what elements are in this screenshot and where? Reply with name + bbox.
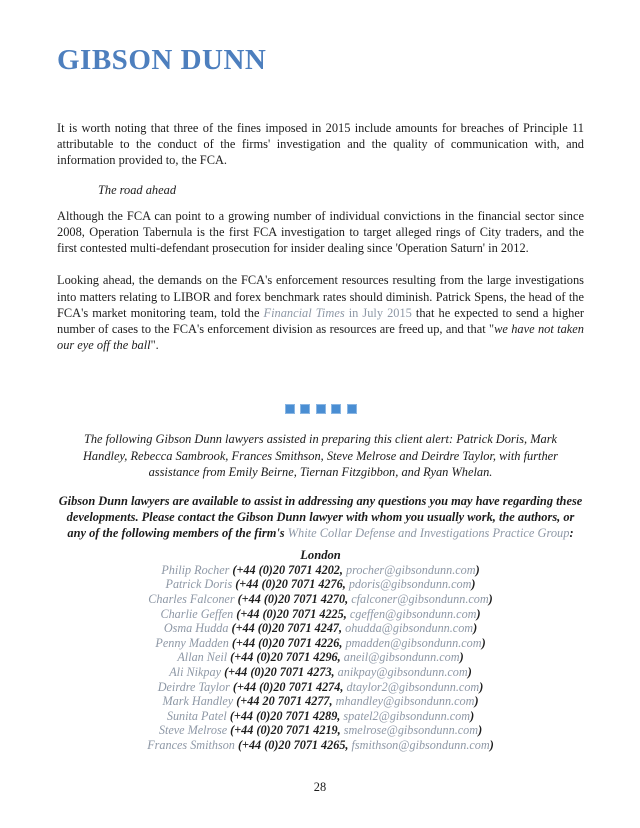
contact-phone: (+44 (0)20 7071 4289, — [226, 708, 344, 723]
contact-entry — [57, 665, 584, 680]
contact-entry — [57, 607, 584, 622]
paragraph-fines-note: It is worth noting that three of the fines imposed in 2015 include amounts for breaches of Principle 11 attributable to the conduct of the firms' investigation and the quality of communication with, and information provided to, the FCA. — [57, 121, 584, 168]
contact-email-link[interactable]: fsmithson@gibsondunn.com — [351, 738, 490, 752]
contact-email-link[interactable]: pmadden@gibsondunn.com — [345, 635, 482, 650]
contact-name-link[interactable]: Deirdre Taylor — [157, 679, 230, 694]
contact-entry — [57, 723, 584, 738]
contact-name-link[interactable]: Allan Neil — [177, 650, 228, 665]
contact-name-link[interactable]: Patrick Doris — [165, 577, 233, 592]
contact-name-link[interactable]: Frances Smithson — [147, 738, 235, 752]
contact-name-link[interactable]: Charlie Geffen — [160, 606, 234, 621]
paragraph-text: : — [569, 526, 574, 541]
contact-phone: (+44 20 7071 4277, — [233, 694, 336, 709]
contact-entry — [57, 694, 584, 709]
contact-phone: (+44 (0)20 7071 4296, — [227, 650, 344, 665]
contact-email-link[interactable]: cfalconer@gibsondunn.com — [351, 592, 489, 607]
contact-close-paren: ) — [470, 708, 475, 723]
quote-text: we have not taken our eye off the ball — [57, 322, 584, 353]
contact-email-link[interactable]: dtaylor2@gibsondunn.com — [346, 679, 480, 694]
contact-name-link[interactable]: Charles Falconer — [148, 592, 235, 607]
contact-phone: (+44 (0)20 7071 4219, — [227, 723, 344, 738]
contact-email-link[interactable]: mhandley@gibsondunn.com — [335, 694, 475, 709]
contact-name-link[interactable]: Ali Nikpay — [169, 665, 222, 680]
contact-phone: (+44 (0)20 7071 4276, — [232, 577, 349, 592]
contact-phone: (+44 (0)20 7071 4270, — [234, 592, 352, 607]
section-divider — [57, 405, 584, 413]
section-heading-road-ahead: The road ahead — [98, 182, 177, 197]
contact-phone: (+44 (0)20 7071 4202, — [229, 562, 346, 577]
contact-entry — [57, 636, 584, 651]
paragraph-lawyers-assisted: The following Gibson Dunn lawyers assisted in preparing this client alert: Patrick Doris, Mark Handley, Rebecca Sambrook, Frances Smithson, Steve Melrose and Deirdre Taylor, with further assistance from Emily Beirne, Tiernan Fitzgibbon, and Ryan Whelan. — [82, 432, 558, 480]
page-number: 28 — [313, 780, 327, 794]
contact-entry — [57, 592, 584, 607]
contact-list — [57, 563, 584, 753]
contact-close-paren: ) — [471, 577, 476, 592]
contact-phone: (+44 (0)20 7071 4273, — [221, 665, 338, 680]
contact-phone: (+44 (0)20 7071 4265, — [234, 738, 352, 752]
company-logo: GIBSON DUNN — [57, 44, 267, 76]
divider-square-icon — [286, 405, 294, 413]
contact-close-paren: ) — [474, 694, 479, 709]
paragraph-operation-tabernula: Although the FCA can point to a growing number of individual convictions in the financial sector since 2008, Operation Tabernula is the first FCA investigation to target alleged rings of City traders, and the first contested multi-defendant prosecution for insider dealing since 'Operation Saturn' in 2012. — [57, 208, 584, 256]
contact-close-paren: ) — [488, 592, 493, 607]
contact-phone: (+44 (0)20 7071 4274, — [229, 679, 347, 694]
contact-close-paren: ) — [467, 665, 472, 680]
contact-email-link[interactable]: smelrose@gibsondunn.com — [343, 723, 479, 738]
divider-square-icon — [301, 405, 309, 413]
contact-phone: (+44 (0)20 7071 4225, — [233, 606, 350, 621]
contact-entry — [57, 738, 584, 753]
contact-email-link[interactable]: pdoris@gibsondunn.com — [348, 577, 472, 592]
contact-entry — [57, 709, 584, 724]
contact-entry — [57, 563, 584, 578]
divider-square-icon — [317, 405, 325, 413]
contact-email-link[interactable]: procher@gibsondunn.com — [346, 562, 476, 577]
contact-phone: (+44 (0)20 7071 4247, — [228, 621, 346, 636]
paragraph-text: ". — [150, 338, 159, 353]
contact-close-paren: ) — [479, 679, 484, 694]
contact-close-paren: ) — [475, 562, 480, 577]
practice-group-link[interactable]: White Collar Defense and Investigations Practice Group — [287, 526, 570, 541]
contact-close-paren: ) — [473, 621, 478, 636]
contact-close-paren: ) — [459, 650, 464, 665]
paragraph-text: Looking ahead, the demands on the FCA's enforcement resources resulting from the large investigations into matters relating to LIBOR and forex benchmark rates should diminish. Patrick Spens, the head of the FCA's market monitoring team, told the — [57, 273, 584, 320]
contact-close-paren: ) — [489, 738, 494, 752]
contact-close-paren: ) — [476, 606, 481, 621]
contact-entry — [57, 680, 584, 695]
contact-email-link[interactable]: aneil@gibsondunn.com — [343, 650, 460, 665]
contact-name-link[interactable]: Penny Madden — [155, 635, 229, 650]
contact-name-link[interactable]: Philip Rocher — [161, 562, 230, 577]
divider-square-icon — [348, 405, 356, 413]
july-2015-link[interactable]: in July 2015 — [344, 305, 412, 320]
contact-name-link[interactable]: Mark Handley — [162, 694, 234, 709]
contact-email-link[interactable]: ohudda@gibsondunn.com — [345, 621, 474, 636]
paragraph-text: Gibson Dunn lawyers are available to assist in addressing any questions you may have regarding these developments. Please contact the Gibson Dunn lawyer with whom you usually work, the authors, or any of the following members of the firm's — [58, 493, 583, 541]
contact-name-link[interactable]: Steve Melrose — [158, 723, 228, 738]
divider-square-icon — [332, 405, 340, 413]
contact-email-link[interactable]: anikpay@gibsondunn.com — [337, 665, 468, 680]
contact-name-link[interactable]: Sunita Patel — [166, 708, 227, 723]
contact-phone: (+44 (0)20 7071 4226, — [228, 635, 346, 650]
contact-close-paren: ) — [481, 635, 486, 650]
city-heading-london: London — [300, 547, 341, 562]
contact-entry — [57, 577, 584, 592]
paragraph-contact-info — [57, 493, 584, 542]
paragraph-looking-ahead — [57, 272, 584, 353]
financial-times-link[interactable]: Financial Times — [263, 305, 345, 320]
paragraph-text: that he expected to send a higher number of cases to the FCA's enforcement division as resources are freed up, and that " — [57, 305, 584, 337]
contact-email-link[interactable]: cgeffen@gibsondunn.com — [349, 606, 477, 621]
contact-entry — [57, 621, 584, 636]
contact-name-link[interactable]: Osma Hudda — [163, 621, 229, 636]
contact-entry — [57, 650, 584, 665]
contact-email-link[interactable]: spatel2@gibsondunn.com — [343, 708, 471, 723]
contact-close-paren: ) — [478, 723, 483, 738]
